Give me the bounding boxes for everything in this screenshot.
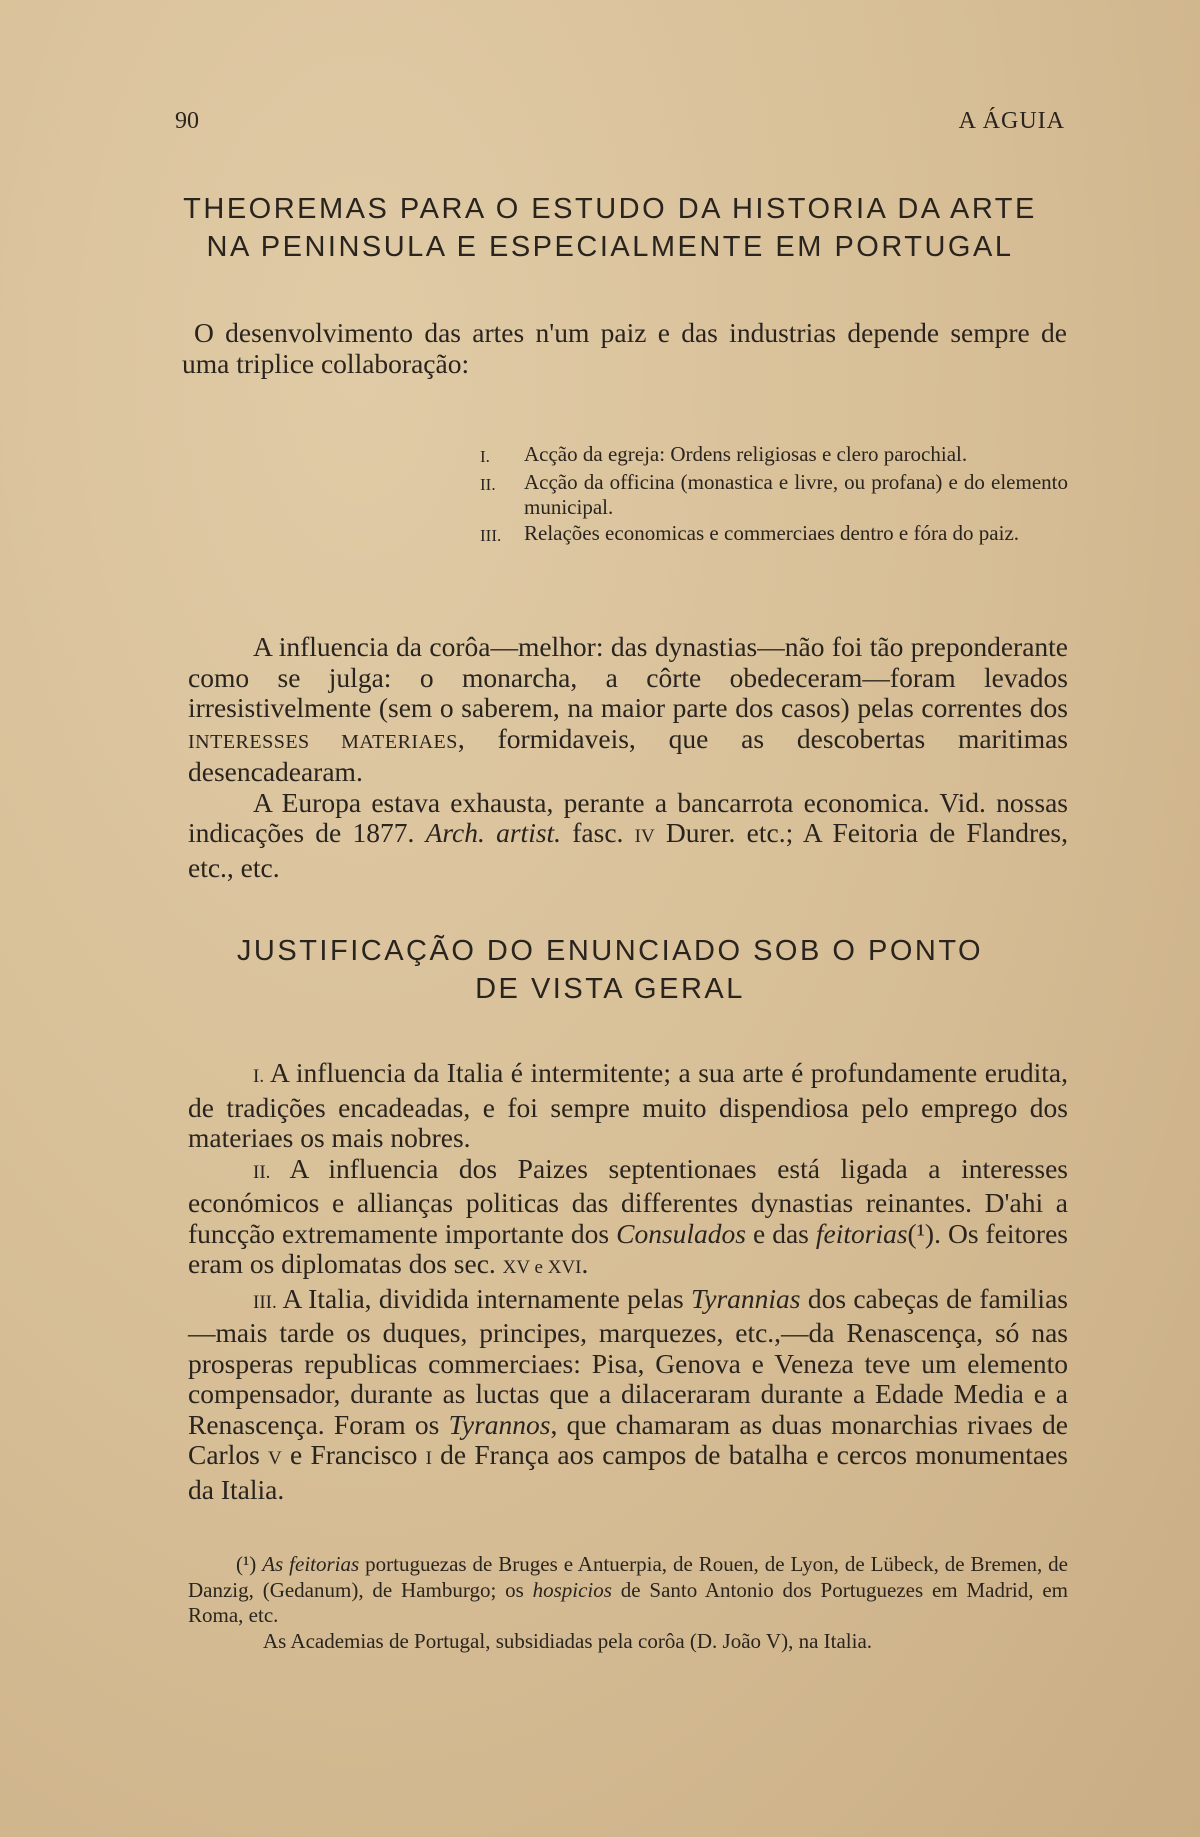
text-run: , formidaveis, que as descobertas maritimas desencadearam. xyxy=(188,722,1069,787)
roman-numeral: XV e XVI xyxy=(502,1257,582,1278)
footnote-paragraph-2: As Academias de Portugal, subsidiadas pela corôa (D. João V), na Italia. xyxy=(263,1628,873,1653)
list-item xyxy=(480,470,1068,521)
italic-run: Consulados xyxy=(616,1217,746,1249)
section-title-line-1: JUSTIFICAÇÃO DO ENUNCIADO SOB O PONTO xyxy=(236,935,984,967)
italic-run: hospicios xyxy=(532,1577,612,1602)
text-run: portuguezas de Bruges e Antuerpia, de Rouen, de Lyon, de Lübeck, de Bremen, de Danzig, (Gedanum), de Hamburgo; os xyxy=(188,1552,1068,1602)
text-run: e das xyxy=(746,1217,816,1249)
section-paragraph-3 xyxy=(188,1284,1068,1506)
intro-paragraph: O desenvolvimento das artes n'um paiz e das industrias depende sempre de uma triplice collaboração: xyxy=(182,317,1067,379)
collaboration-list xyxy=(480,442,1068,548)
text-run: de Santo Antonio dos Portuguezes em Madrid, em Roma, etc. xyxy=(188,1577,1068,1627)
text-run: A influencia da corôa—melhor: das dynastias—não foi tão preponderante como se julga: o monarcha, a côrte obedeceram—foram levados irresistivelmente (sem o saberem, na maior parte dos casos) pelas correntes dos xyxy=(188,631,1068,723)
text-run: dos cabeças de familias—mais tarde os duques, principes, marquezes, etc.,—da Renascença, só nas prosperas republicas commerciaes: Pisa, Genova e Veneza teve um elemento compensador, durante as luctas que a dilaceraram durante a Edade Media e a Renascença. Foram os xyxy=(188,1282,1068,1440)
text-run: A Europa estava exhausta, perante a bancarrota economica. Vid. nossas indicações de 1877. xyxy=(188,786,1068,848)
paragraph-europa xyxy=(188,788,1068,884)
list-item-text: Acção da officina (monastica e livre, ou profana) e do elemento municipal. xyxy=(524,469,1068,519)
paragraph-number: II. xyxy=(253,1161,271,1183)
text-run: , que chamaram as duas monarchias rivaes de Carlos xyxy=(188,1408,1068,1470)
small-caps-run: INTERESSES MATERIAES xyxy=(188,730,458,753)
italic-run: feitorias xyxy=(815,1217,908,1249)
list-item-text: Relações economicas e commerciaes dentro e fóra do paiz. xyxy=(524,520,1020,545)
text-run: A influencia da Italia é intermitente; a sua arte é profundamente erudita, de tradições encadeadas, e foi sempre muito dispendiosa pelo emprego dos materiaes os mais nobres. xyxy=(188,1057,1068,1153)
list-item xyxy=(480,442,1068,470)
section-paragraph-1 xyxy=(188,1058,1068,1154)
italic-run: Tyrannias xyxy=(690,1282,801,1314)
article-title xyxy=(160,190,1060,266)
page-header xyxy=(175,108,1065,148)
italic-run: Arch. artist. xyxy=(425,817,562,848)
article-title-line-2: NA PENINSULA E ESPECIALMENTE EM PORTUGAL xyxy=(206,231,1014,263)
footnote-paragraph-1 xyxy=(188,1552,1068,1629)
roman-numeral: V xyxy=(268,1448,282,1469)
text-run: . xyxy=(581,1248,589,1279)
article-title-line-1: THEOREMAS PARA O ESTUDO DA HISTORIA DA ARTE xyxy=(183,193,1037,225)
section-body xyxy=(188,1058,1068,1505)
footnote xyxy=(188,1552,1068,1654)
section-title-line-2: DE VISTA GERAL xyxy=(475,973,745,1005)
section-paragraph-2 xyxy=(188,1154,1068,1284)
text-run: A Italia, dividida internamente pelas xyxy=(276,1282,691,1314)
footnote-mark: (¹) xyxy=(236,1552,257,1576)
roman-numeral: IV xyxy=(634,826,655,847)
list-item-text: Acção da egreja: Ordens religiosas e clero parochial. xyxy=(524,442,968,466)
text-run: A influencia dos Paizes septentionaes está ligada a interesses económicos e allianças politicas das differentes dynastias reinantes. D'ahi a funcção extremamente importante dos xyxy=(188,1152,1068,1249)
running-head: A ÁGUIA xyxy=(958,108,1065,134)
roman-numeral: I xyxy=(425,1448,432,1469)
list-item-number: I. xyxy=(480,447,490,466)
footnote-reference[interactable]: (¹) xyxy=(907,1217,935,1249)
list-item xyxy=(480,521,1068,549)
italic-run: Tyrannos xyxy=(448,1408,551,1440)
paragraph-number: I. xyxy=(253,1066,265,1087)
paragraph-number: III. xyxy=(253,1291,277,1313)
list-item-number: III. xyxy=(480,525,502,545)
text-run: . Os feitores eram os diplomatas dos sec. xyxy=(188,1217,1068,1279)
list-item-number: II. xyxy=(480,474,496,494)
text-run: fasc. xyxy=(561,817,635,848)
page-number: 90 xyxy=(175,108,199,134)
text-run: de França aos campos de batalha e cercos monumentaes da Italia. xyxy=(188,1439,1069,1505)
text-run: Durer. etc.; A Feitoria de Flandres, etc., etc. xyxy=(188,817,1068,883)
section-title xyxy=(160,932,1060,1008)
main-text-block xyxy=(188,632,1068,883)
italic-run: As feitorias xyxy=(262,1552,360,1576)
text-run: e Francisco xyxy=(281,1439,426,1470)
paragraph-influencia xyxy=(188,632,1068,788)
